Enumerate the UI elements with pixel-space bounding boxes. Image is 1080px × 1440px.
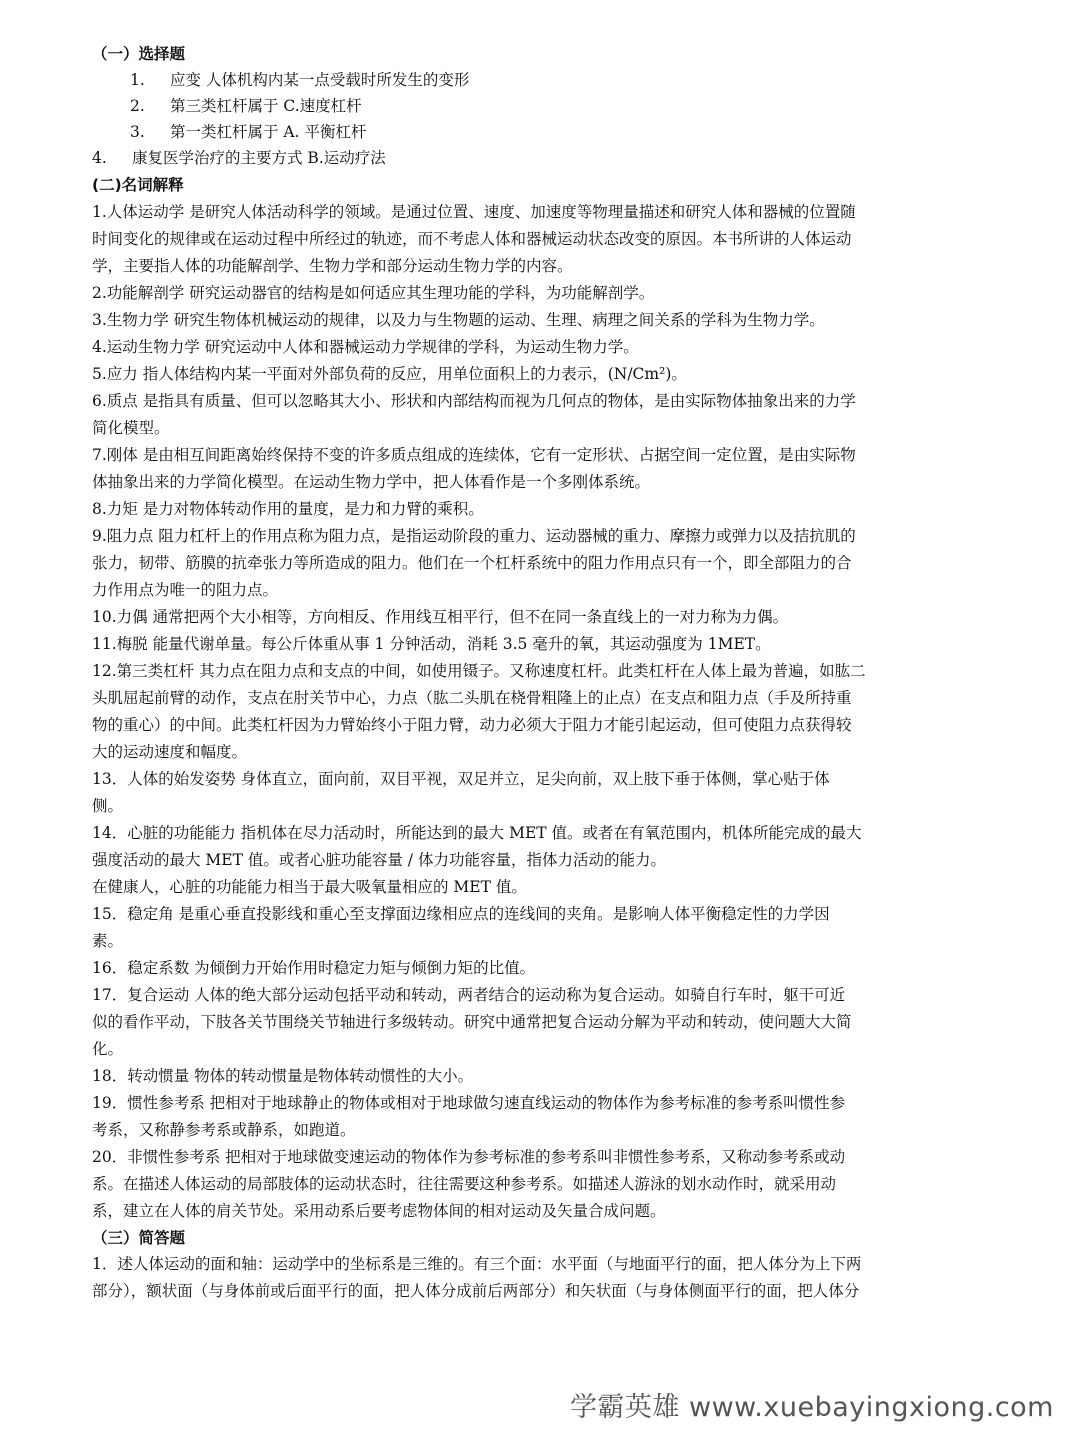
term-line: 6.质点 是指具有质量、但可以忽略其大小、形状和内部结构而视为几何点的物体，是由实际物体抽象出来的力学	[92, 392, 856, 410]
term-line: 12.第三类杠杆 其力点在阻力点和支点的中间，如使用镊子。又称速度杠杆。此类杠杆在人体上最为普遍，如肱二	[92, 662, 866, 680]
term-line: 大的运动速度和幅度。	[92, 743, 248, 761]
term-line: 8.力矩 是力对物体转动作用的量度，是力和力臂的乘积。	[92, 500, 484, 518]
term-line: 学，主要指人体的功能解剖学、生物力学和部分运动生物力学的内容。	[92, 257, 573, 275]
term-line: 4.运动生物力学 研究运动中人体和器械运动力学规律的学科，为运动生物力学。	[92, 338, 639, 356]
section-heading-short-answer: （三）简答题	[92, 1229, 186, 1247]
choice-item	[92, 145, 994, 171]
term-line: 系，建立在人体的肩关节处。采用动系后要考虑物体间的相对运动及矢量合成问题。	[92, 1202, 666, 1220]
term-line: 19．惯性参考系 把相对于地球静止的物体或相对于地球做匀速直线运动的物体作为参考标准的参考系叫惯性参	[92, 1094, 846, 1112]
term-line: 3.生物力学 研究生物体机械运动的规律，以及力与生物题的运动、生理、病理之间关系的学科为生物力学。	[92, 311, 825, 329]
choice-text: 应变 人体机构内某一点受载时所发生的变形	[170, 71, 470, 89]
choice-item	[130, 67, 994, 93]
term-line: 14．心脏的功能能力 指机体在尽力活动时，所能达到的最大 MET 值。或者在有氧范围内，机体所能完成的最大	[92, 824, 862, 842]
choice-number: 3.	[130, 123, 145, 141]
term-line: 13．人体的始发姿势 身体直立，面向前，双目平视，双足并立，足尖向前，双上肢下垂于体侧，掌心贴于体	[92, 770, 830, 788]
section-heading-choice: （一）选择题	[92, 45, 186, 63]
short-answer-line: 1．述人体运动的面和轴：运动学中的坐标系是三维的。有三个面：水平面（与地面平行的面，把人体分为上下两	[92, 1255, 862, 1273]
term-line: 似的看作平动，下肢各关节围绕关节轴进行多级转动。研究中通常把复合运动分解为平动和转动，使问题大大简	[92, 1013, 852, 1031]
term-line: 17．复合运动 人体的绝大部分运动包括平动和转动，两者结合的运动称为复合运动。如骑自行车时，躯干可近	[92, 986, 846, 1004]
term-line: 体抽象出来的力学简化模型。在运动生物力学中，把人体看作是一个多刚体系统。	[92, 473, 651, 491]
choice-number: 2.	[130, 97, 145, 115]
term-line: 化。	[92, 1040, 124, 1058]
term-line: 11.梅脱 能量代谢单量。每公斤体重从事 1 分钟活动，消耗 3.5 毫升的氧，其运动强度为 1MET。	[92, 635, 771, 653]
term-line: 在健康人，心脏的功能能力相当于最大吸氧量相应的 MET 值。	[92, 878, 527, 896]
term-line: 2.功能解剖学 研究运动器官的结构是如何适应其生理功能的学科，为功能解剖学。	[92, 284, 655, 302]
term-line: 张力，韧带、筋膜的抗牵张力等所造成的阻力。他们在一个杠杆系统中的阻力作用点只有一个，即全部阻力的合	[92, 554, 852, 572]
section-heading-terms: (二)名词解释	[92, 176, 184, 194]
choice-number: 4.	[92, 149, 107, 167]
term-line: 1.人体运动学 是研究人体活动科学的领域。是通过位置、速度、加速度等物理量描述和研究人体和器械的位置随	[92, 203, 856, 221]
term-line: 头肌屈起前臂的动作，支点在肘关节中心，力点（肱二头肌在桡骨粗隆上的止点）在支点和阻力点（手及所持重	[92, 689, 852, 707]
term-line: 16．稳定系数 为倾倒力开始作用时稳定力矩与倾倒力矩的比值。	[92, 959, 536, 977]
term-line: 物的重心）的中间。此类杠杆因为力臂始终小于阻力臂，动力必须大于阻力才能引起运动，但可使阻力点获得较	[92, 716, 852, 734]
term-line: 10.力偶 通常把两个大小相等，方向相反、作用线互相平行，但不在同一条直线上的一对力称为力偶。	[92, 608, 789, 626]
short-answer-line: 部分），额状面（与身体前或后面平行的面，把人体分成前后两部分）和矢状面（与身体侧面平行的面，把人体分	[92, 1282, 860, 1300]
term-line: 时间变化的规律或在运动过程中所经过的轨迹，而不考虑人体和器械运动状态改变的原因。本书所讲的人体运动	[92, 230, 852, 248]
choice-item	[130, 93, 994, 119]
term-line: 9.阻力点 阻力杠杆上的作用点称为阻力点，是指运动阶段的重力、运动器械的重力、摩擦力或弹力以及拮抗肌的	[92, 527, 856, 545]
term-line: 5.应力 指人体结构内某一平面对外部负荷的反应，用单位面积上的力表示，(N/Cm²)。	[92, 365, 687, 383]
term-line: 系。在描述人体运动的局部肢体的运动状态时，往往需要这种参考系。如描述人游泳的划水动作时，就采用动	[92, 1175, 837, 1193]
term-line: 简化模型。	[92, 419, 170, 437]
term-line: 18．转动惯量 物体的转动惯量是物体转动惯性的大小。	[92, 1067, 474, 1085]
choice-text: 第三类杠杆属于 C.速度杠杆	[170, 97, 362, 115]
term-line: 7.刚体 是由相互间距离始终保持不变的许多质点组成的连续体，它有一定形状、占据空间一定位置，是由实际物	[92, 446, 856, 464]
term-line: 考系，又称静参考系或静系，如跑道。	[92, 1121, 356, 1139]
term-line: 侧。	[92, 797, 124, 815]
choice-text: 康复医学治疗的主要方式 B.运动疗法	[132, 149, 386, 167]
choice-item	[130, 119, 994, 145]
term-line: 素。	[92, 932, 124, 950]
watermark: 学霸英雄 www.xuebayingxiong.com	[569, 1392, 1054, 1423]
choice-text: 第一类杠杆属于 A. 平衡杠杆	[170, 123, 367, 141]
term-line: 20．非惯性参考系 把相对于地球做变速运动的物体作为参考标准的参考系叫非惯性参考系，又称动参考系或动	[92, 1148, 846, 1166]
choice-number: 1.	[130, 71, 145, 89]
term-line: 15．稳定角 是重心垂直投影线和重心至支撑面边缘相应点的连线间的夹角。是影响人体平衡稳定性的力学因	[92, 905, 830, 923]
term-line: 强度活动的最大 MET 值。或者心脏功能容量 / 体力功能容量，指体力活动的能力。	[92, 851, 666, 869]
term-line: 力作用点为唯一的阻力点。	[92, 581, 279, 599]
